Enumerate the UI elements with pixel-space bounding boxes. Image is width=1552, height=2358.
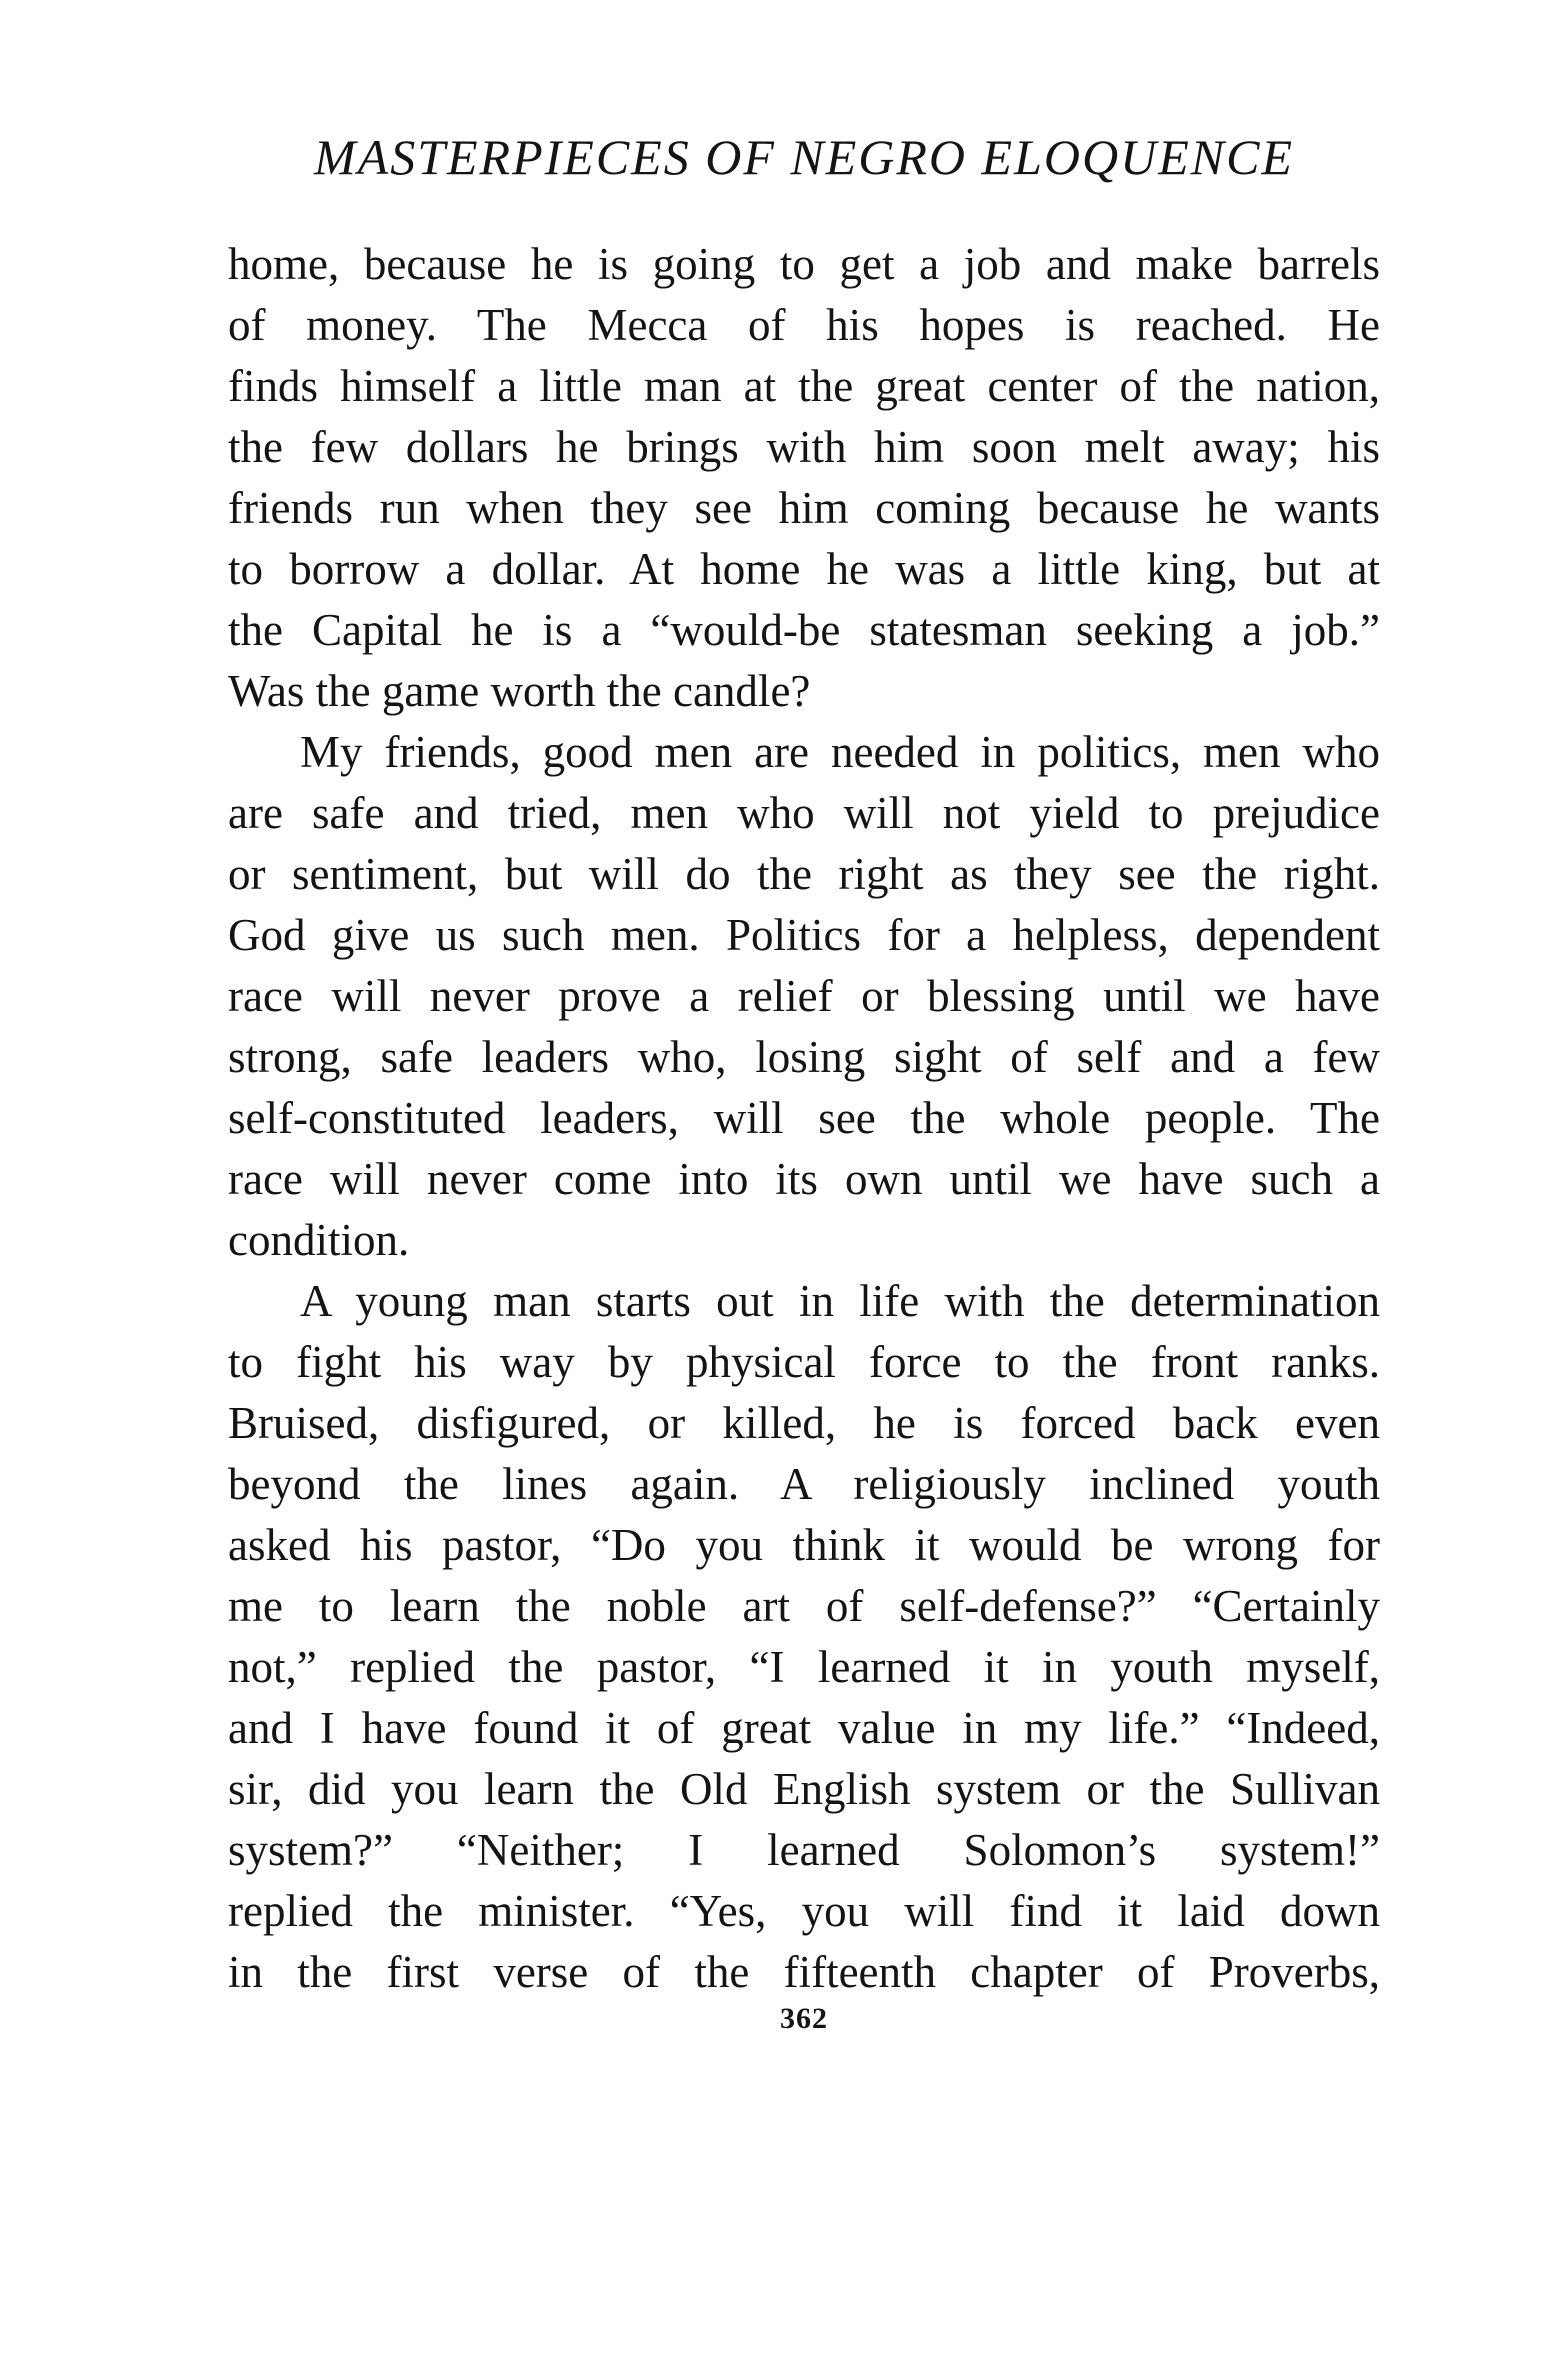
paragraph — [228, 1271, 1380, 2003]
running-head: MASTERPIECES OF NEGRO ELOQUENCE — [314, 129, 1294, 185]
text-line: condition. — [228, 1215, 410, 1265]
page-number: 362 — [780, 2002, 828, 2035]
text-line: race will never come into its own until we have such a — [228, 1154, 1380, 1204]
text-line: of money. The Mecca of his hopes is reached. He — [228, 300, 1380, 350]
text-line: friends run when they see him coming because he wants — [228, 483, 1380, 533]
text-line: or sentiment, but will do the right as they see the right. — [228, 849, 1380, 899]
text-line: strong, safe leaders who, losing sight of self and a few — [228, 1032, 1380, 1082]
paragraph — [228, 234, 1380, 722]
text-line: system?” “Neither; I learned Solomon’s system!” — [228, 1825, 1380, 1875]
text-line: and I have found it of great value in my life.” “Indeed, — [228, 1703, 1380, 1753]
text-line: to fight his way by physical force to the front ranks. — [228, 1337, 1380, 1387]
text-line: the Capital he is a “would-be statesman seeking a job.” — [228, 605, 1380, 655]
text-line: A young man starts out in life with the determination — [300, 1276, 1380, 1326]
text-line: race will never prove a relief or blessing until we have — [228, 971, 1380, 1021]
text-line: to borrow a dollar. At home he was a little king, but at — [228, 544, 1380, 594]
text-line: not,” replied the pastor, “I learned it in youth myself, — [228, 1642, 1380, 1692]
text-line: are safe and tried, men who will not yield to prejudice — [228, 788, 1380, 838]
text-line: sir, did you learn the Old English system or the Sullivan — [228, 1764, 1380, 1814]
text-line: finds himself a little man at the great center of the nation, — [228, 361, 1380, 411]
text-line: self-constituted leaders, will see the whole people. The — [228, 1093, 1380, 1143]
body-text — [228, 234, 1380, 2003]
text-line: My friends, good men are needed in politics, men who — [300, 727, 1380, 777]
text-line: home, because he is going to get a job and make barrels — [228, 239, 1380, 289]
text-line: Was the game worth the candle? — [228, 666, 811, 716]
text-line: in the first verse of the fifteenth chapter of Proverbs, — [228, 1947, 1380, 1997]
paragraph — [228, 722, 1380, 1271]
text-line: me to learn the noble art of self-defense?” “Certainly — [228, 1581, 1380, 1631]
text-line: Bruised, disfigured, or killed, he is forced back even — [228, 1398, 1380, 1448]
text-line: beyond the lines again. A religiously inclined youth — [228, 1459, 1380, 1509]
text-line: replied the minister. “Yes, you will find it laid down — [228, 1886, 1380, 1936]
text-line: asked his pastor, “Do you think it would be wrong for — [228, 1520, 1380, 1570]
text-line: the few dollars he brings with him soon melt away; his — [228, 422, 1380, 472]
text-line: God give us such men. Politics for a helpless, dependent — [228, 910, 1380, 960]
